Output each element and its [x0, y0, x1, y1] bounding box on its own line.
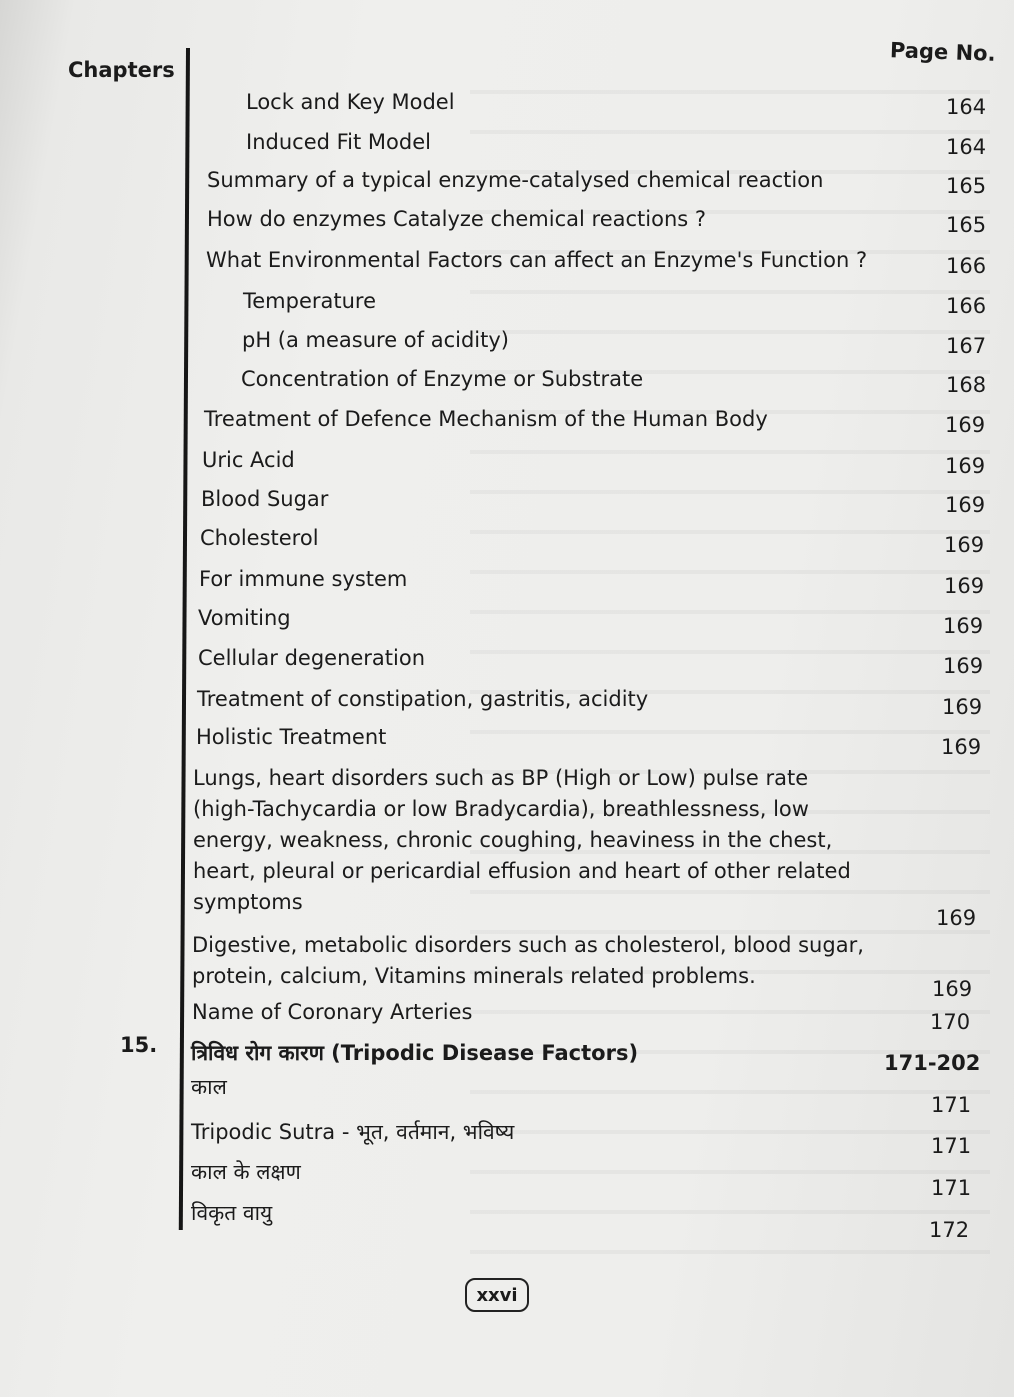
- toc-entry-title: Name of Coronary Arteries: [192, 1000, 473, 1024]
- toc-entry-title: Blood Sugar: [201, 487, 329, 511]
- toc-entry-title: Treatment of Defence Mechanism of the Human Body: [204, 407, 768, 431]
- toc-entry-page: 169: [944, 574, 985, 598]
- toc-entry-title: Lock and Key Model: [246, 90, 455, 114]
- toc-entry-title: pH (a measure of acidity): [242, 328, 509, 352]
- toc-entry-page: 169: [943, 614, 984, 638]
- toc-chapter-title: त्रिविध रोग कारण (Tripodic Disease Factors): [191, 1041, 639, 1065]
- toc-entry-title: Lungs, heart disorders such as BP (High or Low) pulse rate (high-Tachycardia or low Bradycardia), breathlessness, low energy, weakness, chronic coughing, heaviness in the chest, heart, pleural or pericardial effusion and heart of other related symptoms: [193, 766, 851, 914]
- toc-entry-page: 171: [931, 1093, 972, 1117]
- toc-entry-page: 167: [946, 334, 987, 358]
- toc-entry-title: How do enzymes Catalyze chemical reactions ?: [207, 207, 707, 231]
- toc-entry: [192, 930, 973, 1001]
- toc-entry: [193, 763, 977, 930]
- toc-entry-title: Uric Acid: [202, 448, 295, 472]
- toc-entry-title: काल के लक्षण: [191, 1160, 301, 1184]
- toc-entry-title: For immune system: [199, 567, 408, 591]
- toc-entry-page: 169: [943, 654, 984, 678]
- toc-entry-page: 171: [931, 1134, 972, 1158]
- toc-entry-title: विकृत वायु: [191, 1201, 273, 1225]
- toc-entry-page: 166: [946, 254, 987, 278]
- toc-entry-page: 166: [946, 294, 987, 318]
- toc-entry-title: Treatment of constipation, gastritis, acidity: [197, 687, 649, 711]
- toc-entry-title: Summary of a typical enzyme-catalysed chemical reaction: [207, 168, 824, 192]
- toc-entry-page: 165: [946, 213, 987, 237]
- toc-entry-title: What Environmental Factors can affect an Enzyme's Function ?: [206, 248, 868, 272]
- toc-entry-page: 164: [946, 135, 987, 159]
- toc-entry-title: Temperature: [243, 289, 377, 313]
- chapter-number: 15.: [120, 1033, 158, 1057]
- chapters-heading: Chapters: [68, 58, 175, 82]
- toc-entry-page: 169: [942, 695, 983, 719]
- toc-entry-title: काल: [191, 1075, 227, 1099]
- toc-entry-page: 170: [930, 1010, 971, 1034]
- toc-entry-title: Cellular degeneration: [198, 646, 426, 670]
- toc-entry-title: Vomiting: [198, 606, 291, 630]
- toc-entry-title: Holistic Treatment: [196, 725, 387, 749]
- toc-chapter-pages: 171-202: [884, 1051, 981, 1075]
- toc-entry-page: 169: [945, 493, 986, 517]
- toc-entry-page: 169: [945, 413, 986, 437]
- toc-entry-title: Concentration of Enzyme or Substrate: [241, 367, 644, 391]
- toc-entry-page: 169: [944, 533, 985, 557]
- toc-entry-title: Cholesterol: [200, 526, 319, 550]
- toc-entry-page: 172: [929, 1218, 970, 1242]
- toc-entry-page: 168: [946, 373, 987, 397]
- roman-page-marker: xxvi: [465, 1278, 529, 1312]
- toc-entry-title: Induced Fit Model: [246, 130, 431, 154]
- toc-entry-page: 165: [946, 174, 987, 198]
- toc-entry-page: 169: [932, 977, 973, 1001]
- toc-entry-title: Tripodic Sutra - भूत, वर्तमान, भविष्य: [191, 1120, 515, 1144]
- toc-entry-page: 169: [945, 454, 986, 478]
- toc-entry-page: 171: [931, 1176, 972, 1200]
- toc-entry-page: 169: [941, 735, 982, 759]
- toc-entry-page: 169: [936, 906, 977, 930]
- toc-entry-title: Digestive, metabolic disorders such as cholesterol, blood sugar, protein, calcium, Vitamins minerals related problems.: [192, 933, 864, 988]
- page-number-heading: Page No.: [889, 38, 996, 66]
- toc-entry-page: 164: [946, 95, 987, 119]
